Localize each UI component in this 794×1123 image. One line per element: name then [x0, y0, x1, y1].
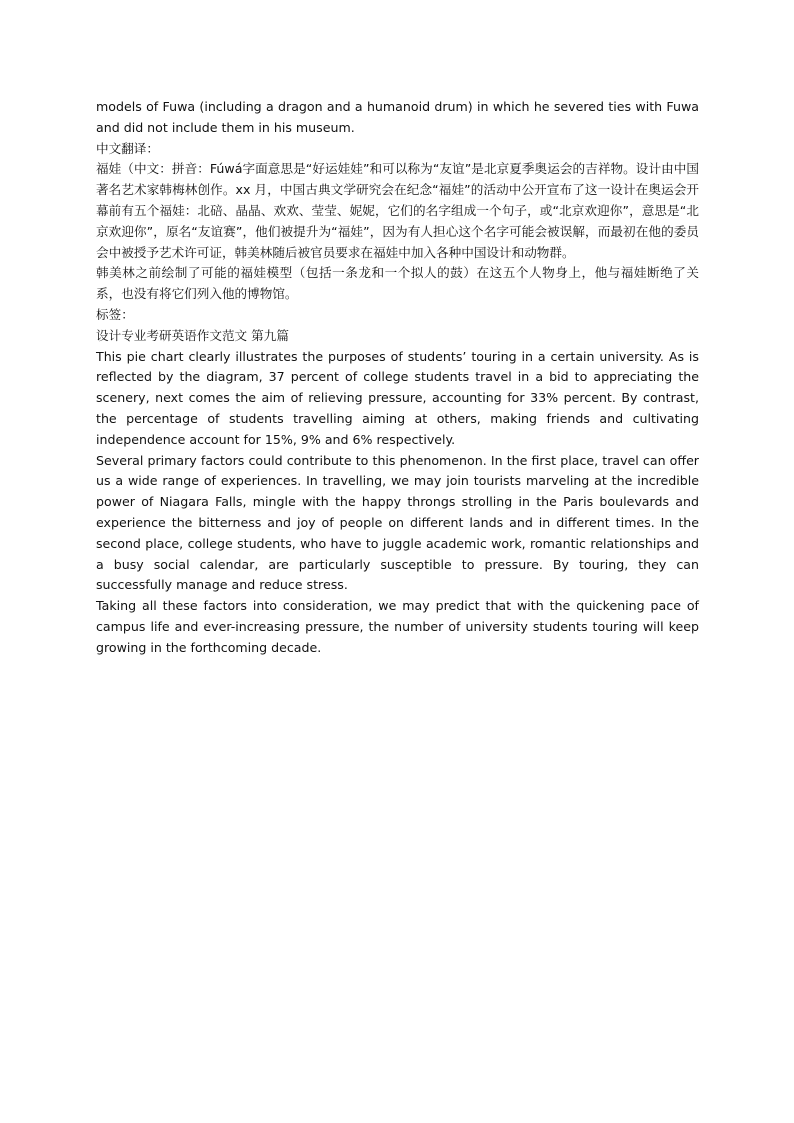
paragraph-pie-chart-description: This pie chart clearly illustrates the purposes of students’ touring in a certain university. As is reflected by the diagram, 37 percent of college students travel in a bid to appreciating the scenery, next comes the aim of relieving pressure, accounting for 33% percent. By contrast, the percentage of students travelling aiming at others, making friends and cultivating independence account for 15%, 9% and 6% respectively.	[96, 348, 699, 447]
paragraph-factors: Several primary factors could contribute to this phenomenon. In the first place, travel can offer us a wide range of experiences. In travelling, we may join tourists marveling at the incredible power of Niagara Falls, mingle with the happy throngs strolling in the Paris boulevards and experience the bitterness and joy of people on different lands and in different times. In the second place, college students, who have to juggle academic work, romantic relationships and a busy social calendar, are particularly susceptible to pressure. By touring, they can successfully manage and reduce stress.	[96, 452, 699, 593]
paragraph-hanmeilin-chinese: 韩美林之前绘制了可能的福娃模型（包括一条龙和一个拟人的鼓）在这五个人物身上，他与福娃断绝了关系，也没有将它们列入他的博物馆。	[96, 265, 699, 302]
document-page	[96, 97, 699, 659]
essay-title: 设计专业考研英语作文范文 第九篇	[96, 327, 289, 343]
paragraph-conclusion: Taking all these factors into consideration, we may predict that with the quickening pace of campus life and ever-increasing pressure, the number of university students touring will keep growing in the forthcoming decade.	[96, 598, 699, 655]
tags-label: 标签：	[96, 306, 134, 322]
paragraph-fuwa-chinese: 福娃（中文：拼音：Fúwá字面意思是“好运娃娃”和可以称为“友谊”是北京夏季奥运会的吉祥物。设计由中国著名艺术家韩梅林创作。xx 月，中国古典文学研究会在纪念“福娃”的活动中公开宣布了这一设计在奥运会开幕前有五个福娃：北碚、晶晶、欢欢、莹莹、妮妮，它们的名字组成一个句子，或“北京欢迎你”，意思是“北京欢迎你”，原名“友谊赛”，他们被提升为“福娃”，因为有人担心这个名字可能会被误解，而最初在他的委员会中被授予艺术许可证，韩美林随后被官员要求在福娃中加入各种中国设计和动物群。	[96, 161, 699, 260]
paragraph-fuwa-models-english: models of Fuwa (including a dragon and a humanoid drum) in which he severed ties with Fuwa and did not include them in his museum.	[96, 99, 699, 135]
heading-chinese-translation: 中文翻译：	[96, 140, 159, 156]
